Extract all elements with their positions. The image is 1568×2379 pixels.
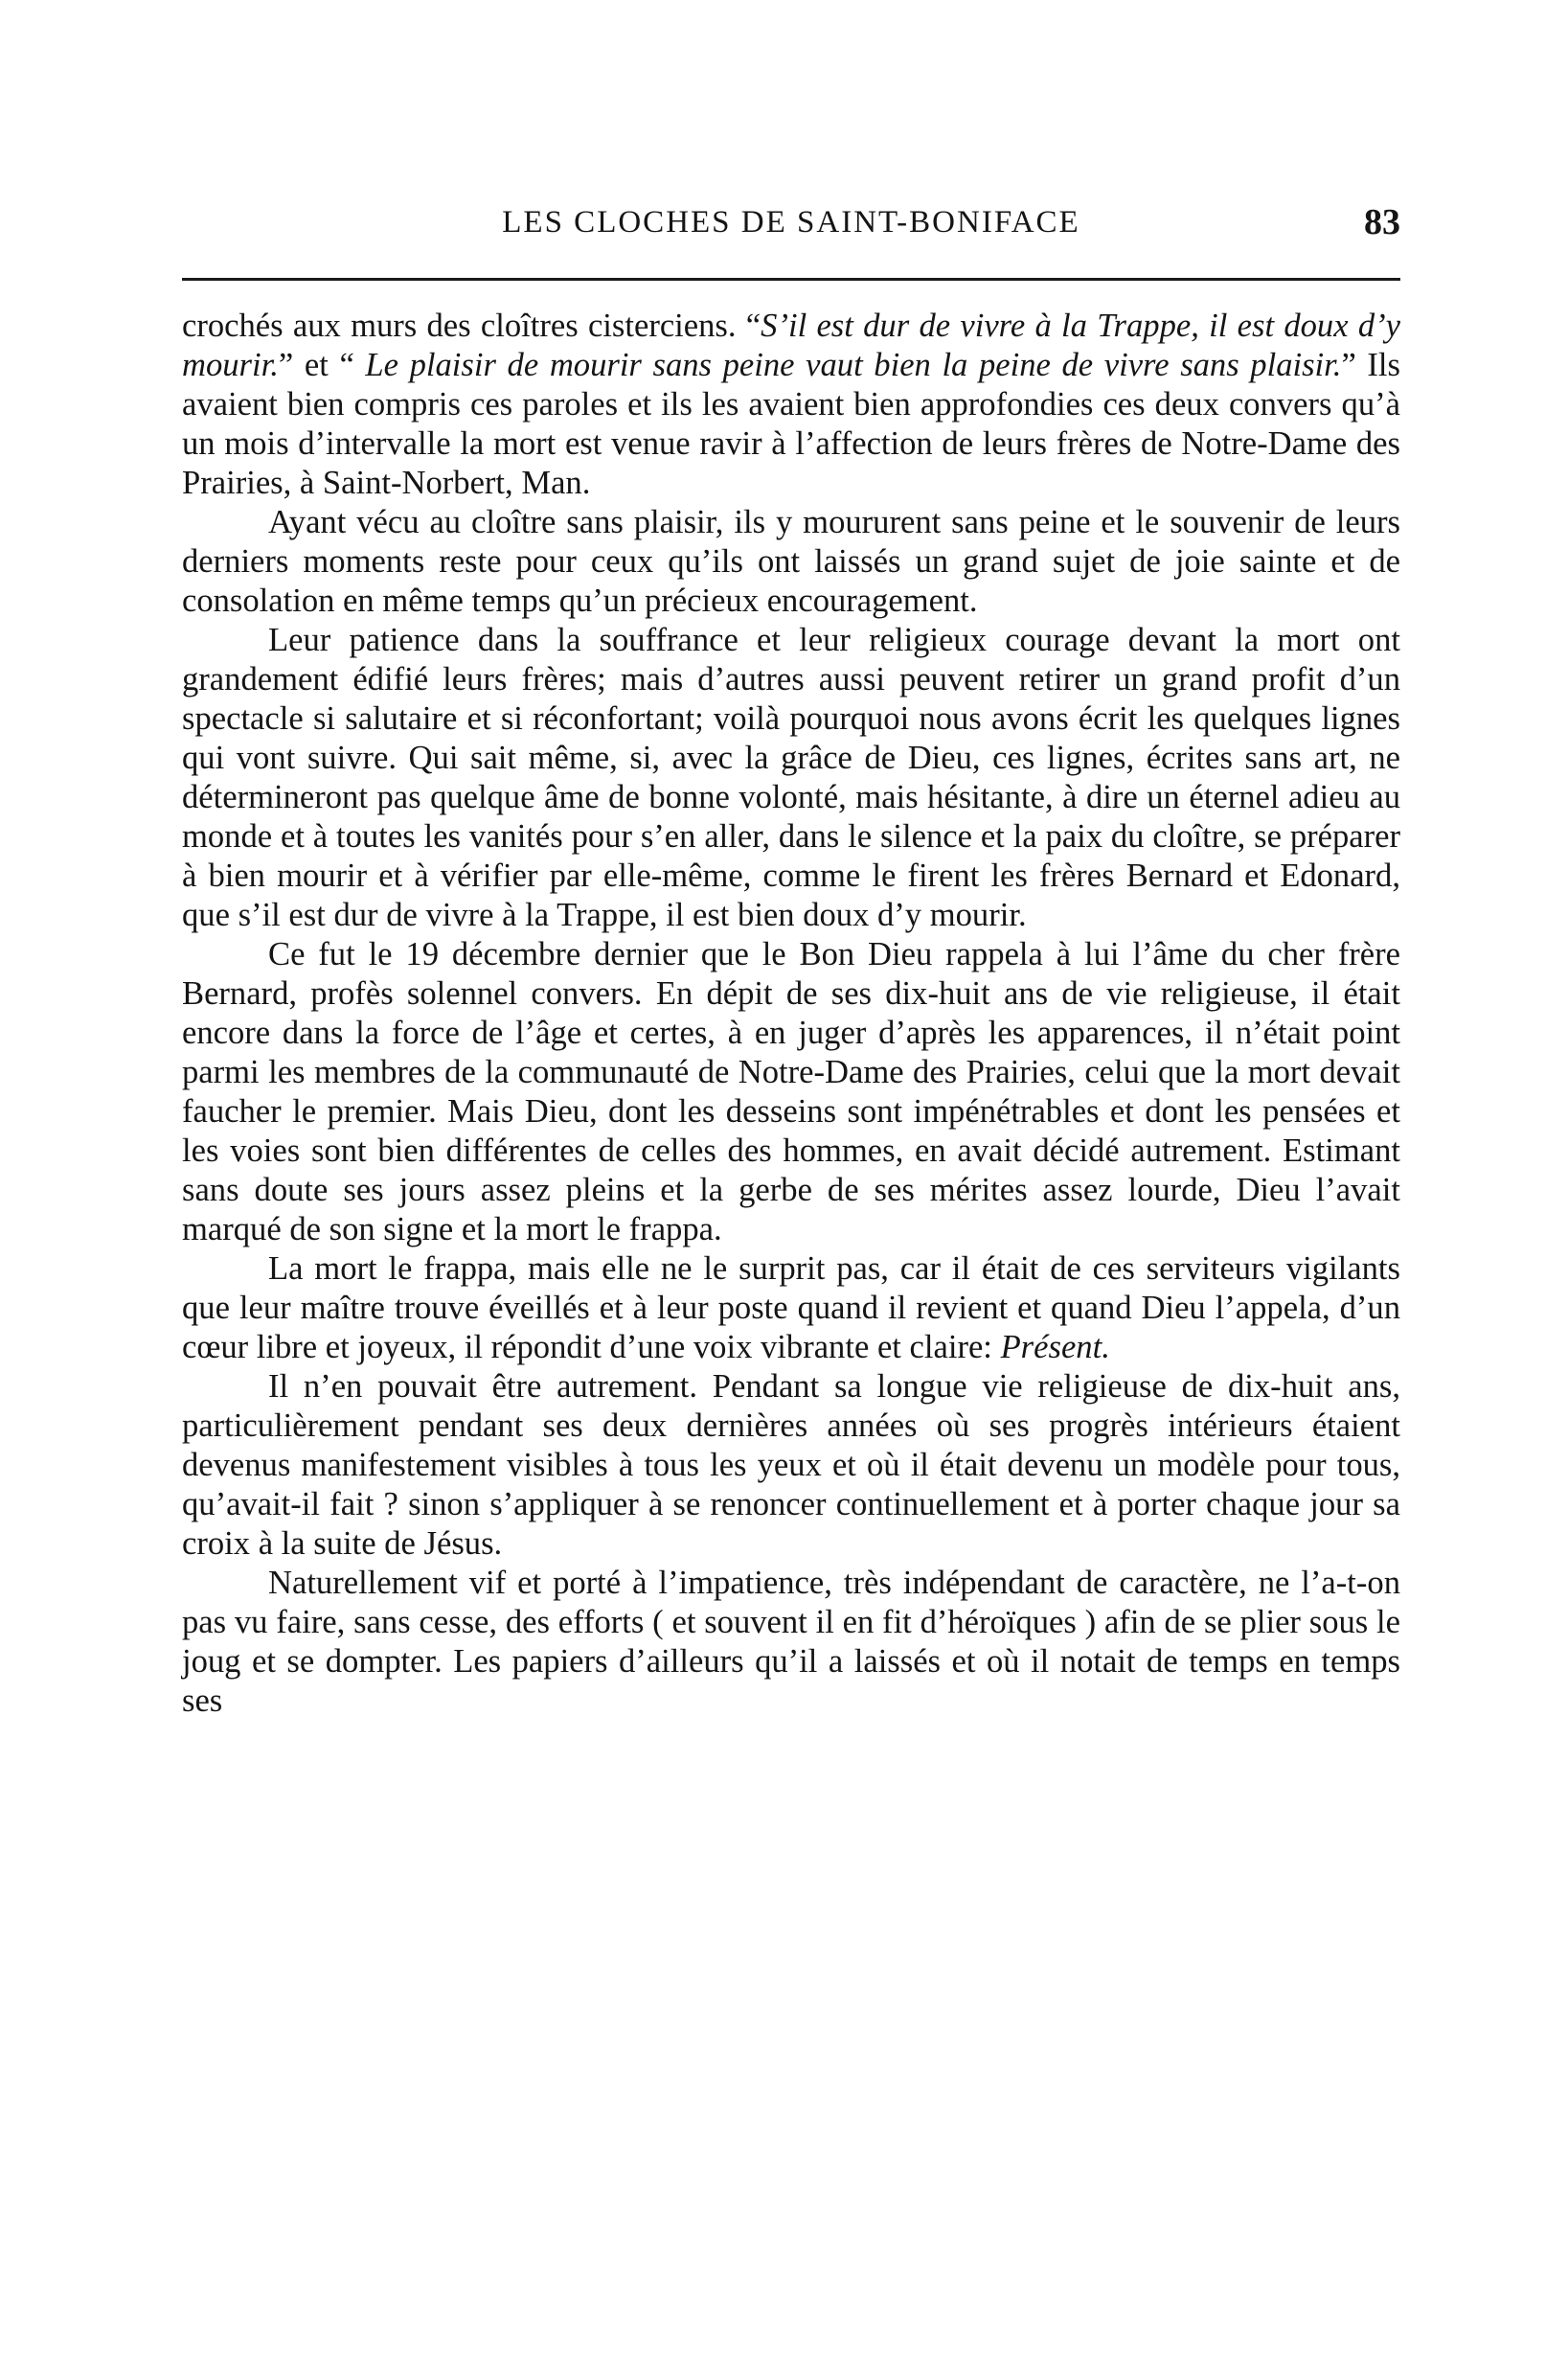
text-run: Ayant vécu au cloître sans plaisir, ils y moururent sans peine et le souvenir de leurs derniers moments reste pour ceux qu’ils ont laissés un grand sujet de joie sainte et de consolation en même temps qu’un précieux encouragement. bbox=[182, 504, 1400, 619]
text-run: ” Ils avaient bien compris ces paroles et ils les avaient bien approfondies ces deux convers qu’à un mois d’intervalle la mort est venue ravir à l’affection de leurs frères de Notre-Dame des Prairies, à Saint-Norbert, Man. bbox=[182, 347, 1400, 501]
italic-word: Présent. bbox=[1000, 1329, 1110, 1365]
paragraph bbox=[182, 503, 1400, 621]
text-run: Leur patience dans la souffrance et leur religieux courage devant la mort ont grandement édifié leurs frères; mais d’autres aussi peuvent retirer un grand profit d’un spectacle si salutaire et si réconfortant; voilà pourquoi nous avons écrit les quelques lignes qui vont suivre. Qui sait même, si, avec la grâce de Dieu, ces lignes, écrites sans art, ne détermineront pas quelque âme de bonne volonté, mais hésitante, à dire un éternel adieu au monde et à toutes les vanités pour s’en aller, dans le silence et la paix du cloître, se préparer à bien mourir et à vérifier par elle-même, comme le firent les frères Bernard et Edonard, que s’il est dur de vivre à la Trappe, il est bien doux d’y mourir. bbox=[182, 622, 1400, 933]
text-run: La mort le frappa, mais elle ne le surprit pas, car il était de ces serviteurs vigilants que leur maître trouve éveillés et à leur poste quand il revient et quand Dieu l’appela, d’un cœur libre et joyeux, il répondit d’une voix vibrante et claire: bbox=[182, 1250, 1400, 1365]
text-run: crochés aux murs des cloîtres cisterciens. “ bbox=[182, 308, 761, 344]
running-title: LES CLOCHES DE SAINT-BONIFACE bbox=[502, 205, 1080, 240]
header-rule bbox=[182, 278, 1400, 281]
italic-quote: S’il est dur de vivre à la Trappe, il est doux d’y mourir. bbox=[182, 308, 1400, 383]
paragraph bbox=[182, 1367, 1400, 1564]
text-run: Ce fut le 19 décembre dernier que le Bon Dieu rappela à lui l’âme du cher frère Bernard, profès solennel convers. En dépit de ses dix-huit ans de vie religieuse, il était encore dans la force de l’âge et certes, à en juger d’après les apparences, il n’était point parmi les membres de la communauté de Notre-Dame des Prairies, celui que la mort devait faucher le premier. Mais Dieu, dont les desseins sont impénétrables et dont les pensées et les voies sont bien différentes de celles des hommes, en avait décidé autrement. Estimant sans doute ses jours assez pleins et la gerbe de ses mérites assez lourde, Dieu l’avait marqué de son signe et la mort le frappa. bbox=[182, 936, 1400, 1247]
paragraph bbox=[182, 1564, 1400, 1721]
page-header bbox=[182, 202, 1400, 253]
body-text bbox=[182, 307, 1400, 1721]
page-number: 83 bbox=[1364, 202, 1400, 242]
paragraph bbox=[182, 935, 1400, 1249]
paragraph bbox=[182, 621, 1400, 935]
text-run: ” et “ bbox=[278, 347, 366, 383]
italic-quote: Le plaisir de mourir sans peine vaut bien la peine de vivre sans plaisir. bbox=[365, 347, 1342, 383]
text-run: Il n’en pouvait être autrement. Pendant sa longue vie religieuse de dix-huit ans, particulièrement pendant ses deux dernières années où ses progrès intérieurs étaient devenus manifestement visibles à tous les yeux et où il était devenu un modèle pour tous, qu’avait-il fait ? sinon s’appliquer à se renoncer continuellement et à porter chaque jour sa croix à la suite de Jésus. bbox=[182, 1368, 1400, 1562]
paragraph bbox=[182, 307, 1400, 503]
text-run: Naturellement vif et porté à l’impatience, très indépendant de caractère, ne l’a-t-on pas vu faire, sans cesse, des efforts ( et souvent il en fit d’héroïques ) afin de se plier sous le joug et se dompter. Les papiers d’ailleurs qu’il a laissés et où il notait de temps en temps ses bbox=[182, 1565, 1400, 1719]
paragraph bbox=[182, 1249, 1400, 1367]
